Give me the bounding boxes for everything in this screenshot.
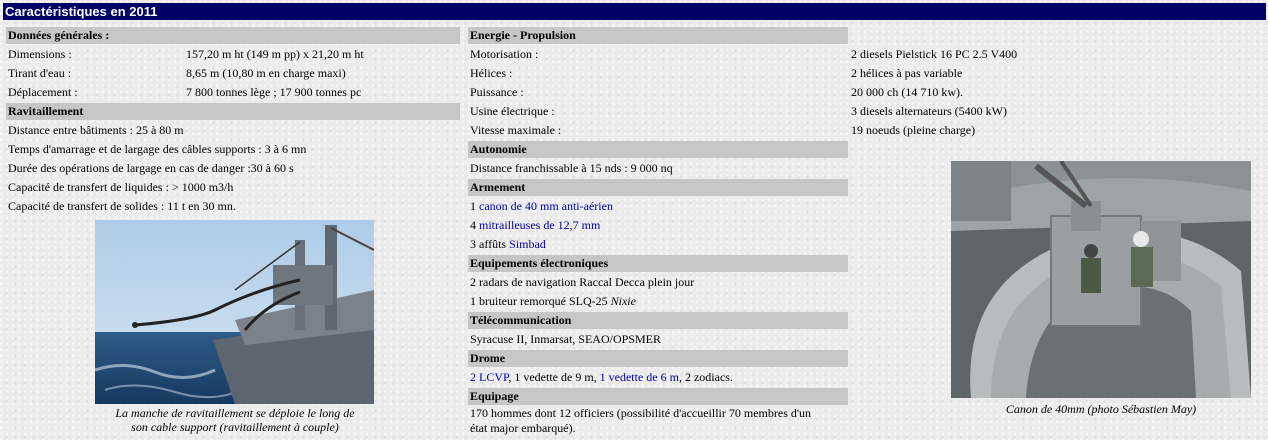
power-label: Puissance : xyxy=(470,85,524,99)
max-speed-label: Vitesse maximale : xyxy=(470,123,562,137)
displacement-label: Déplacement : xyxy=(8,85,78,99)
weapon-line xyxy=(470,197,613,216)
general-header: Données générales : xyxy=(6,27,460,44)
simbad-link[interactable]: Simbad xyxy=(509,237,546,251)
crew-line: état major embarqué). xyxy=(470,421,576,435)
weapon-count: 4 xyxy=(470,218,479,232)
ravitaillement-line: Temps d'amarrage et de largage des câbles supports : 3 à 6 mn xyxy=(8,142,307,156)
draft-value: 8,65 m (10,80 m en charge maxi) xyxy=(186,66,346,80)
draft-row xyxy=(8,64,460,83)
ravitaillement-header: Ravitaillement xyxy=(6,103,460,120)
armement-header: Armement xyxy=(468,179,848,196)
machine-gun-link[interactable]: mitrailleuses de 12,7 mm xyxy=(479,218,601,232)
section-title: Caractéristiques en 2011 xyxy=(3,3,1266,20)
telecom-line: Syracuse II, Inmarsat, SEAO/OPSMER xyxy=(470,332,661,346)
replenishment-caption xyxy=(90,406,380,434)
crew-line: 170 hommes dont 12 officiers (possibilité d'accueillir 70 membres d'un xyxy=(470,406,812,420)
displacement-row xyxy=(8,83,460,102)
ravitaillement-line: Durée des opérations de largage en cas de danger :30 à 60 s xyxy=(8,161,294,175)
telecom-header: Télécommunication xyxy=(468,312,848,329)
weapon-line xyxy=(470,216,600,235)
crew-text xyxy=(470,406,811,436)
equipage-header: Equipage xyxy=(468,388,848,405)
power-value: 20 000 ch (14 710 kw). xyxy=(851,85,963,99)
ravitaillement-line: Capacité de transfert de solides : 11 t en 30 mn. xyxy=(8,199,236,213)
weapon-count: 3 affûts xyxy=(470,237,510,251)
range-line: Distance franchissable à 15 nds : 9 000 nq xyxy=(470,161,673,175)
autonomie-header: Autonomie xyxy=(468,141,848,158)
ravitaillement-line: Capacité de transfert de liquides : > 1000 m3/h xyxy=(8,180,234,194)
dimensions-row xyxy=(8,45,460,64)
cannon-caption: Canon de 40mm (photo Sébastien May) xyxy=(1005,402,1197,416)
caption-line: son cable support (ravitaillement à couple) xyxy=(131,420,339,434)
weapon-line xyxy=(470,235,546,254)
cannon-photo xyxy=(951,161,1251,398)
max-speed-value: 19 noeuds (pleine charge) xyxy=(851,123,976,137)
decoy-line xyxy=(470,292,636,311)
draft-label: Tirant d'eau : xyxy=(8,66,72,80)
drome-text-end: , 2 zodiacs. xyxy=(678,370,733,384)
vedette-link[interactable]: 1 vedette de 6 m xyxy=(599,370,679,384)
electronics-header: Equipements électroniques xyxy=(468,255,848,272)
weapon-count: 1 xyxy=(470,199,479,213)
dimensions-value: 157,20 m ht (149 m pp) x 21,20 m ht xyxy=(186,47,364,61)
drome-text: , 1 vedette de 9 m, xyxy=(508,370,600,384)
propellers-label: Hélices : xyxy=(470,66,513,80)
electric-plant-value: 3 diesels alternateurs (5400 kW) xyxy=(851,104,1007,118)
engine-value: 2 diesels Pielstick 16 PC 2.5 V400 xyxy=(851,47,1018,61)
electric-plant-label: Usine électrique : xyxy=(470,104,555,118)
cannon-photo-image xyxy=(951,161,1251,398)
cannon-link[interactable]: canon de 40 mm anti-aérien xyxy=(479,199,613,213)
decoy-text: 1 bruiteur remorqué SLQ-25 xyxy=(470,294,611,308)
caption-line: La manche de ravitaillement se déploie le long de xyxy=(115,406,355,420)
energie-header: Energie - Propulsion xyxy=(468,27,848,44)
drome-line xyxy=(470,368,733,387)
radar-line: 2 radars de navigation Raccal Decca plein jour xyxy=(470,275,695,289)
replenishment-photo-image xyxy=(95,220,374,404)
drome-header: Drome xyxy=(468,350,848,367)
propellers-value: 2 hélices à pas variable xyxy=(851,66,963,80)
engine-label: Motorisation : xyxy=(470,47,539,61)
nixie-text: Nixie xyxy=(610,294,636,308)
displacement-value: 7 800 tonnes lège ; 17 900 tonnes pc xyxy=(186,85,362,99)
ravitaillement-line: Distance entre bâtiments : 25 à 80 m xyxy=(8,123,184,137)
replenishment-photo xyxy=(95,220,374,404)
lcvp-link[interactable]: 2 LCVP xyxy=(470,370,509,384)
dimensions-label: Dimensions : xyxy=(8,47,72,61)
